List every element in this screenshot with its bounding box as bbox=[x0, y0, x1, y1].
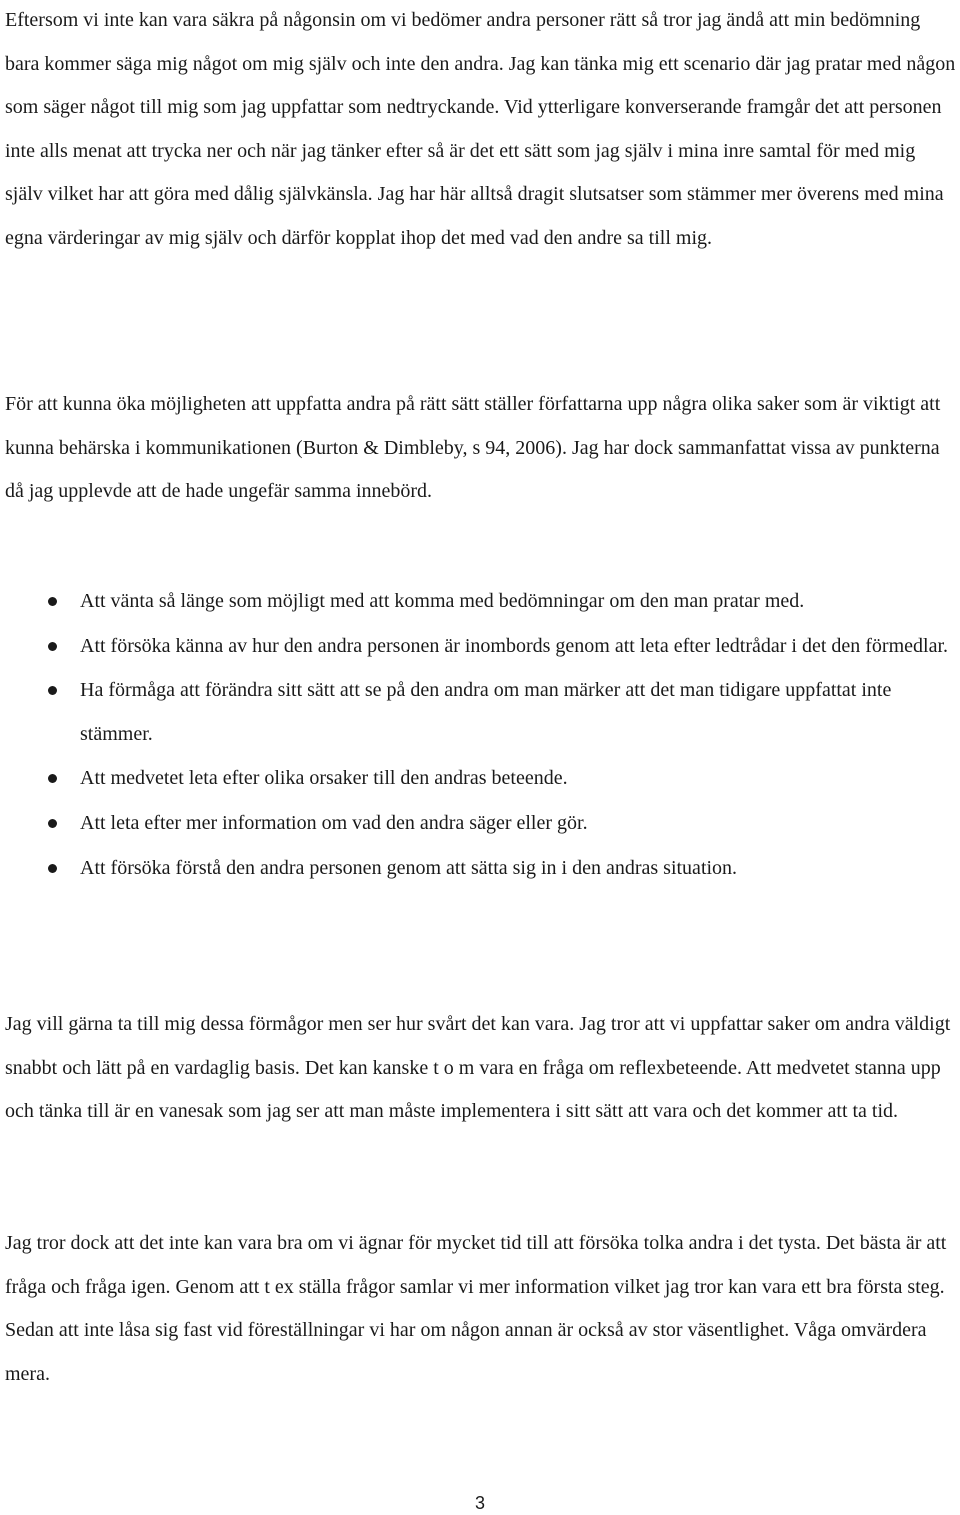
list-item bbox=[5, 580, 957, 624]
bullet-icon bbox=[48, 686, 57, 695]
paragraph-1: Eftersom vi inte kan vara säkra på någonsin om vi bedömer andra personer rätt så tror jag ändå att min bedömning bara kommer säga mig något om mig själv och inte den andra. Jag kan tänka mig ett scenario där jag pratar med någon som säger något till mig som jag uppfattar som nedtryckande. Vid ytterligare konverserande framgår det att personen inte alls menat att trycka ner och när jag tänker efter så är det ett sätt som jag själv i mina inre samtal för med mig själv vilket har att göra med dålig självkänsla. Jag har här alltså dragit slutsatser som stämmer mer överens med mina egna värderingar av mig själv och därför kopplat ihop det med vad den andre sa till mig. bbox=[5, 9, 956, 249]
list-item-text: Att försöka känna av hur den andra personen är inombords genom att leta efter ledtrådar i det den förmedlar. bbox=[80, 634, 949, 657]
bullet-icon bbox=[48, 819, 57, 828]
bullet-list bbox=[5, 580, 957, 891]
list-item bbox=[5, 802, 957, 846]
list-item-text: Ha förmåga att förändra sitt sätt att se på den andra om man märker att det man tidigare uppfattat inte stämmer. bbox=[80, 679, 892, 745]
list-item-text: Att vänta så länge som möjligt med att komma med bedömningar om den man pratar med. bbox=[80, 590, 805, 612]
list-item bbox=[5, 669, 957, 756]
paragraph-4: Jag tror dock att det inte kan vara bra om vi ägnar för mycket tid till att försöka tolka andra i det tysta. Det bästa är att fråga och fråga igen. Genom att t ex ställa frågor samlar vi mer information vilket jag tror kan vara ett bra första steg. Sedan att inte låsa sig fast vid föreställningar vi har om någon annan är också av stor väsentlighet. Våga omvärdera mera. bbox=[5, 1232, 947, 1385]
list-item-text: Att försöka förstå den andra personen genom att sätta sig in i den andras situation. bbox=[80, 856, 738, 879]
bullet-icon bbox=[48, 597, 57, 606]
paragraph-3: Jag vill gärna ta till mig dessa förmågor men ser hur svårt det kan vara. Jag tror att vi uppfattar saker om andra väldigt snabbt och lätt på en vardaglig basis. Det kan kanske t o m vara en fråga om reflexbeteende. Att medvetet stanna upp och tänka till är en vanesak som jag ser att man måste implementera i sitt sätt att vara och det kommer att ta tid. bbox=[5, 1013, 951, 1123]
bullet-icon bbox=[48, 642, 57, 651]
list-item bbox=[5, 847, 957, 891]
list-item-text: Att leta efter mer information om vad den andra säger eller gör. bbox=[80, 811, 588, 834]
paragraph-2: För att kunna öka möjligheten att uppfatta andra på rätt sätt ställer författarna upp några olika saker som är viktigt att kunna behärska i kommunikationen (Burton & Dimbleby, s 94, 2006). Jag har dock sammanfattat vissa av punkterna då jag upplevde att de hade ungefär samma innebörd. bbox=[5, 393, 941, 503]
bullet-icon bbox=[48, 864, 57, 873]
bullet-icon bbox=[48, 774, 57, 783]
list-item bbox=[5, 757, 957, 801]
list-item bbox=[5, 625, 957, 669]
list-item-text: Att medvetet leta efter olika orsaker till den andras beteende. bbox=[80, 767, 568, 790]
page-number: 3 bbox=[474, 1493, 485, 1513]
